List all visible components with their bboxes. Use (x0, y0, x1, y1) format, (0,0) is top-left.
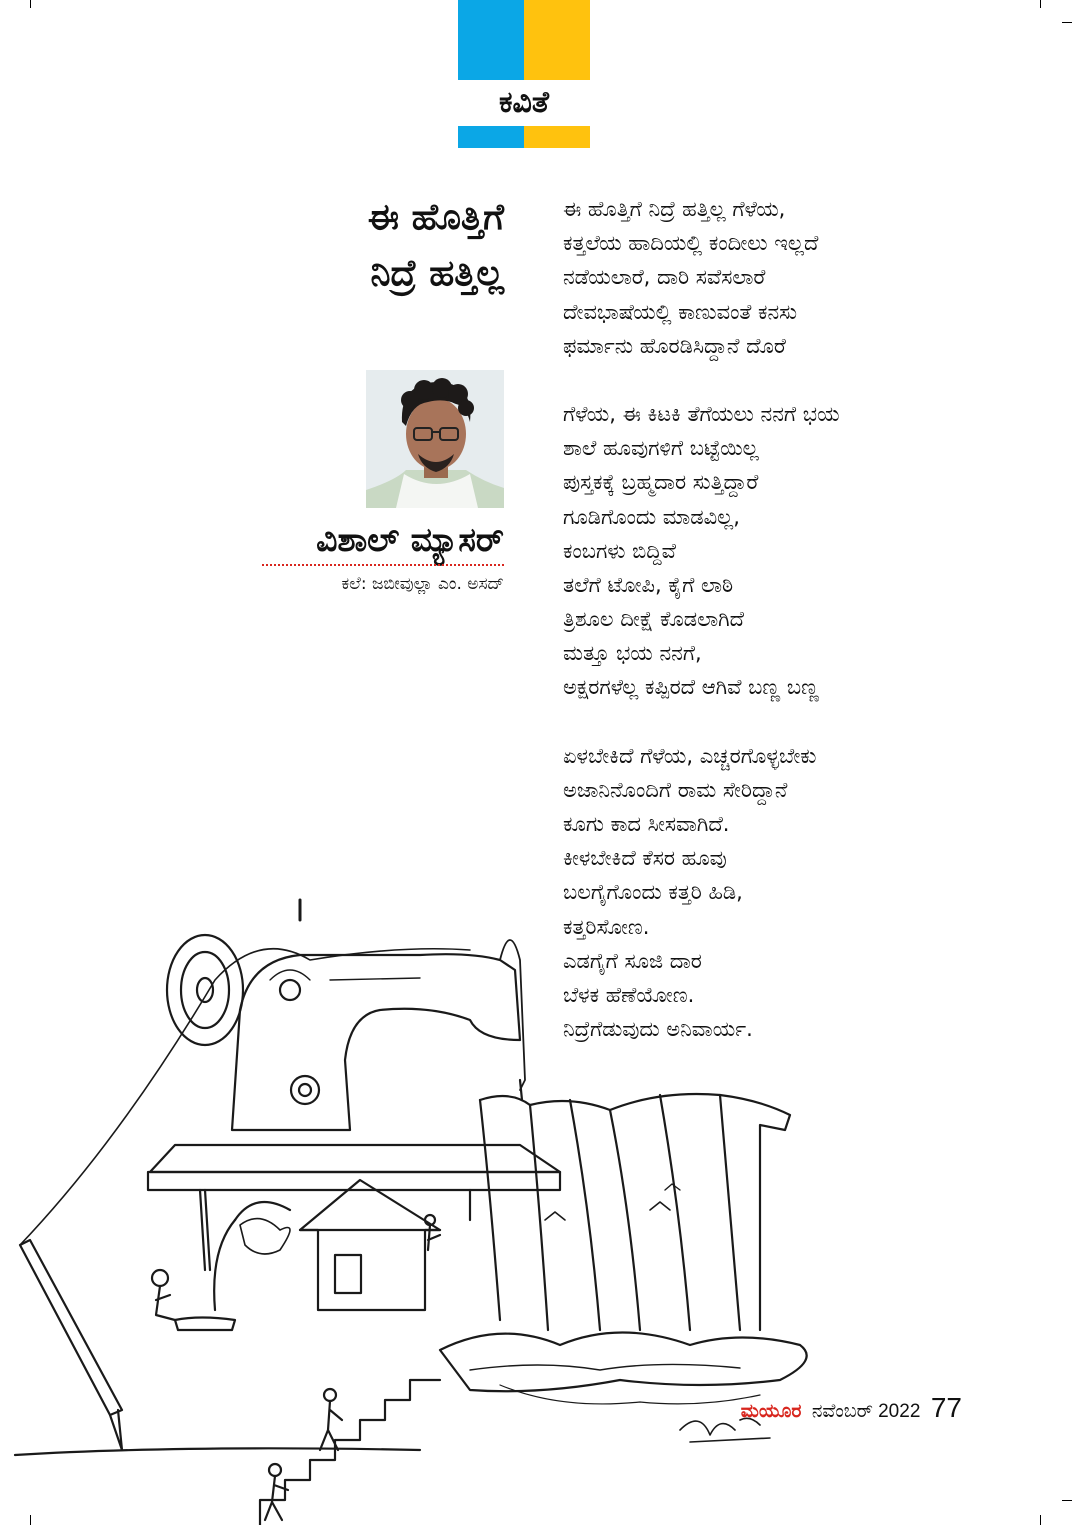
stanza-1 (563, 192, 1033, 363)
tag-blue-block (458, 0, 524, 80)
page-number: 77 (930, 1392, 962, 1423)
poem-line: ಅಕ್ಷರಗಳೆಲ್ಲ ಕಪ್ಪಿರದೆ ಆಗಿವೆ ಬಣ್ಣ ಬಣ್ಣ (563, 675, 819, 700)
sewing-machine-illustration (0, 890, 900, 1525)
poem-line: ಏಳಬೇಕಿದೆ ಗೆಳೆಯ, ಎಚ್ಚರಗೊಳ್ಳಬೇಕು (563, 743, 817, 768)
art-credit: ಕಲೆ: ಜಬೀವುಲ್ಲಾ ಎಂ. ಅಸದ್ (341, 574, 504, 594)
poem-line: ದೇವಭಾಷೆಯಲ್ಲಿ ಕಾಣುವಂತೆ ಕನಸು (563, 299, 797, 324)
poem-line: ಕತ್ತಲೆಯ ಹಾದಿಯಲ್ಲಿ ಕಂದೀಲು ಇಲ್ಲದೆ (563, 231, 819, 256)
poem-line: ಬೆಳಕ ಹೆಣೆಯೋಣ. (563, 982, 695, 1007)
section-label: ಕವಿತೆ (499, 85, 549, 120)
magazine-name: ಮಯೂರ (740, 1401, 802, 1422)
author-photo (366, 370, 504, 508)
poem-line: ಈ ಹೊತ್ತಿಗೆ ನಿದ್ರೆ ಹತ್ತಿಲ್ಲ ಗೆಳೆಯ, (563, 197, 786, 221)
poem-line: ಕಂಬಗಳು ಬಿದ್ದಿವೆ (563, 538, 676, 563)
poem-line: ಅಜಾನಿನೊಂದಿಗೆ ರಾಮ ಸೇರಿದ್ದಾನೆ (563, 777, 788, 802)
poem-line: ತಲೆಗೆ ಟೋಪಿ, ಕೈಗೆ ಲಾಠಿ (563, 572, 734, 597)
dotted-divider (262, 564, 504, 566)
crop-mark-bottom-right-h (1062, 1500, 1072, 1501)
crop-mark-top-right-v (1040, 0, 1041, 8)
poem-line: ಪುಸ್ತಕಕ್ಕೆ ಬ್ರಹ್ಮದಾರ ಸುತ್ತಿದ್ದಾರೆ (563, 470, 759, 495)
issue-date: ನವೆಂಬರ್ 2022 (811, 1401, 921, 1422)
poem-title-line-1: ಈ ಹೊತ್ತಿಗೆ (367, 197, 504, 238)
poem-line: ಮತ್ತೂ ಭಯ ನನಗೆ, (563, 641, 702, 666)
poem-line: ಬಲಗೈಗೊಂದು ಕತ್ತರಿ ಹಿಡಿ, (563, 880, 743, 905)
tag-yellow-strip (524, 126, 590, 148)
tag-blue-strip (458, 126, 524, 148)
poem-line: ನಿದ್ರೆಗೆಡುವುದು ಅನಿವಾರ್ಯ. (563, 1017, 753, 1042)
crop-mark-bottom-right-v (1040, 1515, 1041, 1525)
poem-line: ಕತ್ತರಿಸೋಣ. (563, 914, 650, 939)
crop-mark-top-right-h (1062, 22, 1072, 23)
poem-line: ಕೀಳಬೇಕಿದೆ ಕೆಸರ ಹೂವು (563, 846, 727, 871)
section-tag (458, 0, 590, 148)
poem-title-line-2: ನಿದ್ರೆ ಹತ್ತಿಲ್ಲ (370, 253, 504, 294)
poem-line: ಫರ್ಮಾನು ಹೊರಡಿಸಿದ್ದಾನೆ ದೊರೆ (563, 333, 786, 358)
poem-line: ಗೆಳೆಯ, ಈ ಕಿಟಕಿ ತೆಗೆಯಲು ನನಗೆ ಭಯ (563, 401, 840, 426)
poem-line: ನಡೆಯಲಾರೆ, ದಾರಿ ಸವೆಸಲಾರೆ (563, 265, 766, 290)
poem-line: ತ್ರಿಶೂಲ ದೀಕ್ಷೆ ಕೊಡಲಾಗಿದೆ (563, 607, 745, 632)
stanza-2 (563, 397, 1033, 705)
poem-line: ಕೂಗು ಕಾದ ಸೀಸವಾಗಿದೆ. (563, 812, 730, 836)
poem-line: ಎಡಗೈಗೆ ಸೂಜಿ ದಾರ (563, 948, 702, 973)
tag-yellow-block (524, 0, 590, 80)
poem-line: ಶಾಲೆ ಹೂವುಗಳಿಗೆ ಬಟ್ಟೆಯಿಲ್ಲ (563, 436, 759, 461)
crop-mark-top-left (30, 0, 31, 8)
poem-title (244, 190, 504, 302)
page-footer (741, 1392, 962, 1428)
author-portrait-image (366, 370, 504, 508)
author-name: ವಿಶಾಲ್ ಮ್ಯಾಸರ್ (316, 520, 504, 559)
poem-line: ಗೂಡಿಗೊಂದು ಮಾಡವಿಲ್ಲ, (563, 504, 740, 529)
